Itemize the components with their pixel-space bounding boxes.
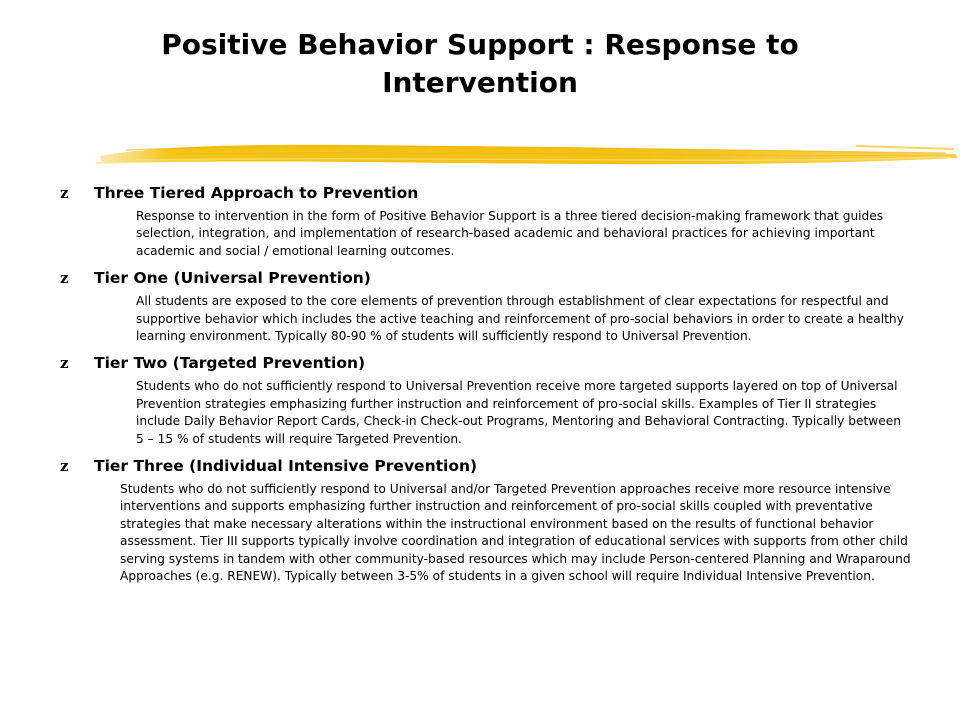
section-heading	[60, 455, 920, 477]
content-list	[60, 182, 920, 593]
slide-title-line-2: Intervention	[382, 66, 578, 99]
z-bullet-icon: z	[60, 184, 69, 202]
z-bullet-icon: z	[60, 354, 69, 373]
section-tier-two	[60, 352, 920, 448]
section-tier-three	[60, 455, 920, 585]
section-body: Students who do not sufficiently respond to Universal and/or Targeted Prevention approaches receive more resource intensive interventions and supports emphasizing further instruction and reinforcement of pro-social skills coupled with preventative strategies that make necessary alterations within the instructional environment based on the results of functional behavior assessment. Tier III supports typically involve coordination and integration of educational services with supports from other child serving systems in tandem with other community-based resources which may include Person-centered Planning and Wraparound Approaches (e.g. RENEW). Typically between 3-5% of students in a given school will require Individual Intensive Prevention.	[120, 482, 911, 584]
section-body: Students who do not sufficiently respond to Universal Prevention receive more targeted supports layered on top of Universal Prevention strategies emphasizing further instruction and reinforcement of pro-social skills. Examples of Tier II strategies include Daily Behavior Report Cards, Check-in Check-out Programs, Mentoring and Behavioral Contracting. Typically between 5 – 15 % of students will require Targeted Prevention.	[136, 379, 901, 446]
section-body: Response to intervention in the form of Positive Behavior Support is a three tiered decision-making framework that guides selection, integration, and implementation of research-based academic and behavioral practices for achieving important academic and social / emotional learning outcomes.	[136, 209, 884, 258]
section-heading-text: Tier Two (Targeted Prevention)	[94, 354, 366, 373]
yellow-brush-stroke-divider	[96, 136, 960, 176]
z-bullet-icon: z	[60, 269, 69, 288]
section-heading-text: Tier One (Universal Prevention)	[94, 269, 371, 288]
section-heading	[60, 352, 920, 374]
section-tier-one	[60, 267, 920, 345]
section-heading-text: Tier Three (Individual Intensive Prevention)	[94, 457, 478, 476]
section-heading	[60, 182, 920, 204]
section-heading-text: Three Tiered Approach to Prevention	[94, 184, 419, 202]
slide-title-line-1: Positive Behavior Support : Response to	[161, 28, 799, 61]
section-heading	[60, 267, 920, 289]
z-bullet-icon: z	[60, 457, 69, 476]
section-body: All students are exposed to the core elements of prevention through establishment of clear expectations for respectful and supportive behavior which includes the active teaching and reinforcement of pro-social behaviors in order to create a healthy learning environment. Typically 80-90 % of students will sufficiently respond to Universal Prevention.	[136, 294, 904, 344]
slide-title	[80, 26, 880, 102]
section-three-tiered-approach	[60, 182, 920, 260]
